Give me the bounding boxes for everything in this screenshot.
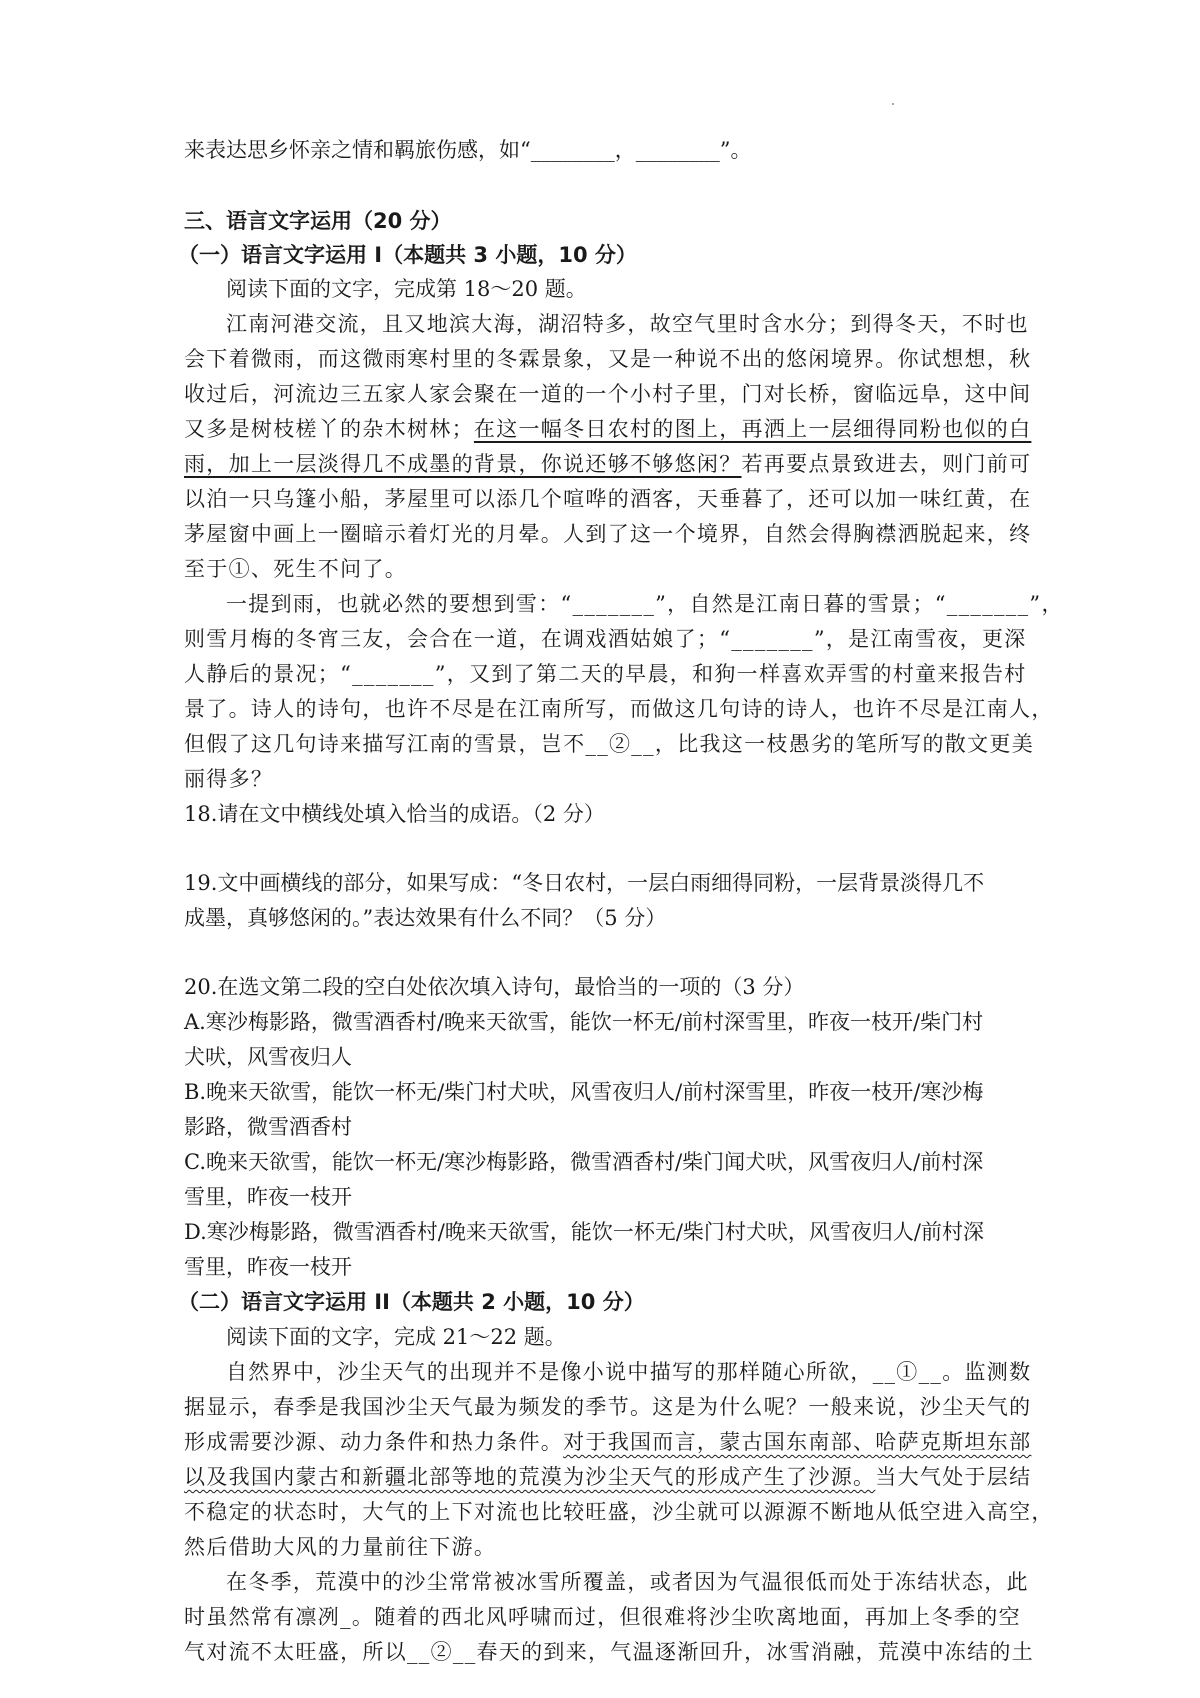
- passage2-line: [184, 1427, 1031, 1457]
- option-c-cont: 雪里，昨夜一枝开: [184, 1185, 352, 1209]
- passage2-line: 然后借助大风的力量前往下游。: [184, 1535, 497, 1559]
- passage1-segment: 又多是树枝槎丫的杂木树林；: [184, 417, 474, 441]
- question-18: 18.请在文中横线处填入恰当的成语。（2 分）: [184, 802, 605, 826]
- passage1-line: 江南河港交流，且又地滨大海，湖沼特多，故空气里时含水分；到得冬天，不时也: [226, 312, 1029, 336]
- subsection-heading-1: （一）语言文字运用 I（本题共 3 小题，10 分）: [178, 243, 637, 267]
- passage1-line: 则雪月梅的冬宵三友，会合在一道，在调戏酒姑娘了；“_______”，是江南雪夜，更深: [184, 627, 1027, 651]
- passage1-line: 以泊一只乌篷小船，茅屋里可以添几个喧哗的酒客，天垂暮了，还可以加一味红黄，在: [184, 487, 1032, 511]
- passage2-line: 据显示，春季是我国沙尘天气最为频发的季节。这是为什么呢？一般来说，沙尘天气的: [184, 1395, 1032, 1419]
- section-heading: 三、语言文字运用（20 分）: [184, 209, 452, 233]
- option-b-cont: 影路，微雪酒香村: [184, 1115, 352, 1139]
- question-19: 19.文中画横线的部分，如果写成：“冬日农村，一层白雨细得同粉，一层背景淡得几不: [184, 871, 985, 895]
- passage1-line: 景了。诗人的诗句，也许不尽是在江南所写，而做这几句诗的诗人，也许不尽是江南人，: [184, 697, 1054, 721]
- wavy-underlined-sentence: 对于我国而言，蒙古国东南部、哈萨克斯坦东部: [563, 1430, 1032, 1454]
- passage1-line: 收过后，河流边三五家人家会聚在一道的一个小村子里，门对长桥，窗临远阜，这中间: [184, 382, 1032, 406]
- passage1-line: 至于①、死生不问了。: [184, 557, 407, 581]
- passage2-line: 自然界中，沙尘天气的出现并不是像小说中描写的那样随心所欲，__①__。监测数: [226, 1360, 1032, 1384]
- passage1-line: 茅屋窗中画上一圈暗示着灯光的月晕。人到了这一个境界，自然会得胸襟洒脱起来，终: [184, 522, 1032, 546]
- subsection-heading-2: （二）语言文字运用 II（本题共 2 小题，10 分）: [178, 1290, 645, 1314]
- passage2-segment: 当大气处于层结: [875, 1465, 1032, 1489]
- passage2-line: 气对流不太旺盛，所以__②__春天的到来，气温逐渐回升，冰雪消融，荒漠中冻结的土: [184, 1640, 1034, 1664]
- passage2-line: 在冬季，荒漠中的沙尘常常被冰雪所覆盖，或者因为气温很低而处于冻结状态，此: [226, 1570, 1029, 1594]
- passage1-line: [184, 449, 1031, 479]
- passage1-line: 丽得多？: [184, 767, 274, 791]
- passage1-line: 人静后的景况；“_______”，又到了第二天的早晨，和狗一样喜欢弄雪的村童来报告村: [184, 662, 1027, 686]
- question-19-cont: 成墨，真够悠闲的。”表达效果有什么不同？（5 分）: [184, 906, 667, 930]
- passage2-line: 不稳定的状态时，大气的上下对流也比较旺盛，沙尘就可以源源不断地从低空进入高空，: [184, 1500, 1054, 1524]
- passage1-line: 但假了这几句诗来描写江南的雪景，岂不__②__，比我这一枝愚劣的笔所写的散文更美: [184, 732, 1034, 756]
- option-d: D.寒沙梅影路，微雪酒香村/晚来天欲雪，能饮一杯无/柴门村犬吠，风雪夜归人/前村深: [184, 1220, 984, 1244]
- option-b: B.晚来天欲雪，能饮一杯无/柴门村犬吠，风雪夜归人/前村深雪里，昨夜一枝开/寒沙梅: [184, 1080, 984, 1104]
- underlined-sentence: 在这一幅冬日农村的图上，再洒上一层细得同粉也似的白: [473, 417, 1032, 441]
- question-20: 20.在选文第二段的空白处依次填入诗句，最恰当的一项的（3 分）: [184, 975, 805, 999]
- option-c: C.晚来天欲雪，能饮一杯无/寒沙梅影路，微雪酒香村/柴门闻犬吠，风雪夜归人/前村深: [184, 1150, 984, 1174]
- passage1-line: 一提到雨，也就必然的要想到雪：“_______”，自然是江南日暮的雪景；“_______”，: [226, 592, 1064, 616]
- instruction-2: 阅读下面的文字，完成 21～22 题。: [226, 1325, 566, 1349]
- passage1-line: [184, 414, 1031, 444]
- option-a: A.寒沙梅影路，微雪酒香村/晚来天欲雪，能饮一杯无/前村深雪里，昨夜一枝开/柴门村: [184, 1010, 984, 1034]
- passage1-line: 会下着微雨，而这微雨寒村里的冬霖景象，又是一种说不出的悠闲境界。你试想想，秋: [184, 347, 1032, 371]
- passage2-line: 时虽然常有凛冽_。随着的西北风呼啸而过，但很难将沙尘吹离地面，再加上冬季的空: [184, 1605, 1021, 1629]
- option-d-cont: 雪里，昨夜一枝开: [184, 1255, 352, 1279]
- instruction-1: 阅读下面的文字，完成第 18～20 题。: [226, 277, 587, 301]
- scan-speck: [892, 103, 894, 105]
- underlined-sentence: 雨，加上一层淡得几不成墨的背景，你说还够不够悠闲？: [184, 452, 742, 476]
- wavy-underlined-sentence: 以及我国内蒙古和新疆北部等地的荒漠为沙尘天气的形成产生了沙源。: [184, 1465, 876, 1489]
- option-a-cont: 犬吠，风雪夜归人: [184, 1045, 352, 1069]
- passage1-segment: 若再要点景致进去，则门前可: [741, 452, 1032, 476]
- text-line-prev-question: 来表达思乡怀亲之情和羁旅伤感，如“________，________”。: [184, 138, 752, 162]
- passage2-line: [184, 1462, 1031, 1492]
- passage2-segment: 形成需要沙源、动力条件和热力条件。: [184, 1430, 564, 1454]
